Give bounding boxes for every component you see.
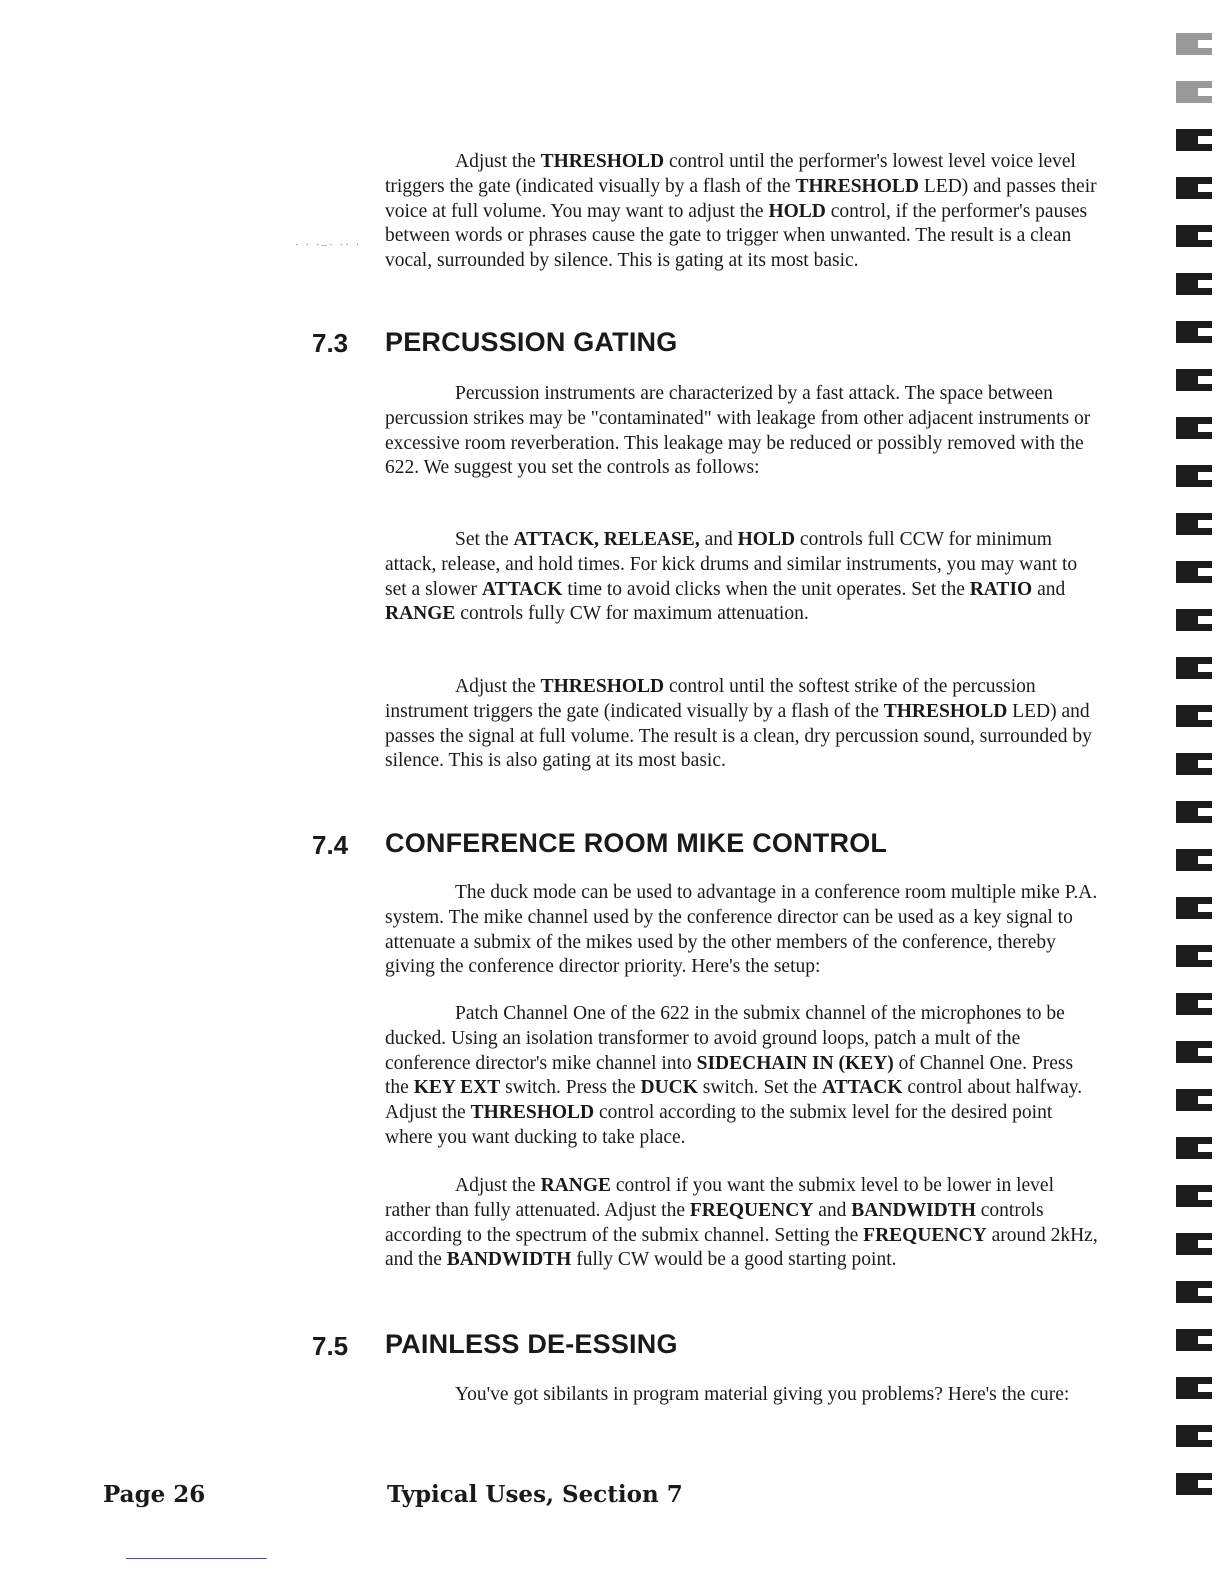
- binding-tab: [1176, 993, 1212, 1015]
- binding-tab: [1176, 561, 1212, 583]
- binding-tab: [1176, 513, 1212, 535]
- binding-tab: [1176, 657, 1212, 679]
- binding-tab: [1176, 753, 1212, 775]
- section-number: 7.5: [312, 1331, 349, 1361]
- binding-tab: [1176, 321, 1212, 343]
- binding-tab: [1176, 417, 1212, 439]
- binding-tab: [1176, 1137, 1212, 1159]
- section-title: CONFERENCE ROOM MIKE CONTROL: [385, 828, 888, 858]
- spiral-binding: [1176, 0, 1224, 1584]
- section-paragraph: [385, 1383, 1100, 1408]
- footer-section-title: Typical Uses, Section 7: [387, 1481, 683, 1508]
- binding-tab: [1176, 33, 1212, 55]
- binding-tab: [1176, 225, 1212, 247]
- section-number: 7.4: [312, 830, 349, 860]
- binding-tab: [1176, 465, 1212, 487]
- paragraph-text: The duck mode can be used to advantage in a conference room multiple mike P.A. system. The mike channel used by the conference director can be used as a key signal to attenuate a submix of the mikes used by the other members of the conference, thereby giving the conference director priority. Here's the setup:: [385, 882, 1098, 978]
- binding-tab: [1176, 897, 1212, 919]
- binding-tab: [1176, 177, 1212, 199]
- scan-speck: · · ·–· ·· ·: [295, 239, 362, 251]
- paragraph-text: Adjust the RANGE control if you want the submix level to be lower in level rather than fully attenuated. Adjust the FREQUENCY and BANDWIDTH controls according to the spectrum of the submix channel. Setting the FREQUENCY around 2kHz, and the BANDWIDTH fully CW would be a good starting point.: [385, 1175, 1098, 1271]
- section-paragraph: [385, 881, 1100, 980]
- binding-tab: [1176, 1233, 1212, 1255]
- section-title: PAINLESS DE-ESSING: [385, 1329, 678, 1359]
- section-title: PERCUSSION GATING: [385, 327, 678, 357]
- footer-rule: [126, 1558, 267, 1559]
- section-paragraph: [385, 675, 1100, 774]
- binding-tab: [1176, 129, 1212, 151]
- paragraph-text: Percussion instruments are characterized by a fast attack. The space between percussion strikes may be "contaminated" with leakage from other adjacent instruments or excessive room reverberation. This leakage may be reduced or possibly removed with the 622. We suggest you set the controls as follows:: [385, 383, 1091, 479]
- binding-tab: [1176, 1473, 1212, 1495]
- footer-page-number: Page 26: [103, 1481, 206, 1508]
- binding-tab: [1176, 705, 1212, 727]
- section-paragraph: [385, 382, 1100, 481]
- binding-tab: [1176, 849, 1212, 871]
- paragraph-text: Set the ATTACK, RELEASE, and HOLD controls full CCW for minimum attack, release, and hold times. For kick drums and similar instruments, you may want to set a slower ATTACK time to avoid clicks when the unit operates. Set the RATIO and RANGE controls fully CW for maximum attenuation.: [385, 529, 1078, 625]
- binding-tab: [1176, 945, 1212, 967]
- section-paragraph: [385, 1002, 1100, 1151]
- paragraph-text: You've got sibilants in program material giving you problems? Here's the cure:: [455, 1384, 1070, 1405]
- section-paragraph: [385, 1174, 1100, 1273]
- binding-tab: [1176, 369, 1212, 391]
- paragraph-text: Adjust the THRESHOLD control until the softest strike of the percussion instrument triggers the gate (indicated visually by a flash of the THRESHOLD LED) and passes the signal at full volume. The result is a clean, dry percussion sound, surrounded by silence. This is also gating at its most basic.: [385, 676, 1092, 772]
- binding-tab: [1176, 1185, 1212, 1207]
- section-paragraph: [385, 528, 1100, 627]
- paragraph-text: Patch Channel One of the 622 in the submix channel of the microphones to be ducked. Using an isolation transformer to avoid ground loops, patch a mult of the conference director's mike channel into SIDECHAIN IN (KEY) of Channel One. Press the KEY EXT switch. Press the DUCK switch. Set the ATTACK control about halfway. Adjust the THRESHOLD control according to the submix level for the desired point where you want ducking to take place.: [385, 1003, 1083, 1148]
- binding-tab: [1176, 801, 1212, 823]
- binding-tab: [1176, 1377, 1212, 1399]
- binding-tab: [1176, 609, 1212, 631]
- section-number: 7.3: [312, 328, 349, 358]
- binding-tab: [1176, 1041, 1212, 1063]
- binding-tab: [1176, 1089, 1212, 1111]
- intro-paragraph: [385, 150, 1100, 274]
- binding-tab: [1176, 1281, 1212, 1303]
- binding-tab: [1176, 81, 1212, 103]
- binding-tab: [1176, 1329, 1212, 1351]
- intro-paragraph-text: Adjust the THRESHOLD control until the performer's lowest level voice level triggers the gate (indicated visually by a flash of the THRESHOLD LED) and passes their voice at full volume. You may want to adjust the HOLD control, if the performer's pauses between words or phrases cause the gate to trigger when unwanted. The result is a clean vocal, surrounded by silence. This is gating at its most basic.: [385, 151, 1097, 272]
- binding-tab: [1176, 273, 1212, 295]
- binding-tab: [1176, 1425, 1212, 1447]
